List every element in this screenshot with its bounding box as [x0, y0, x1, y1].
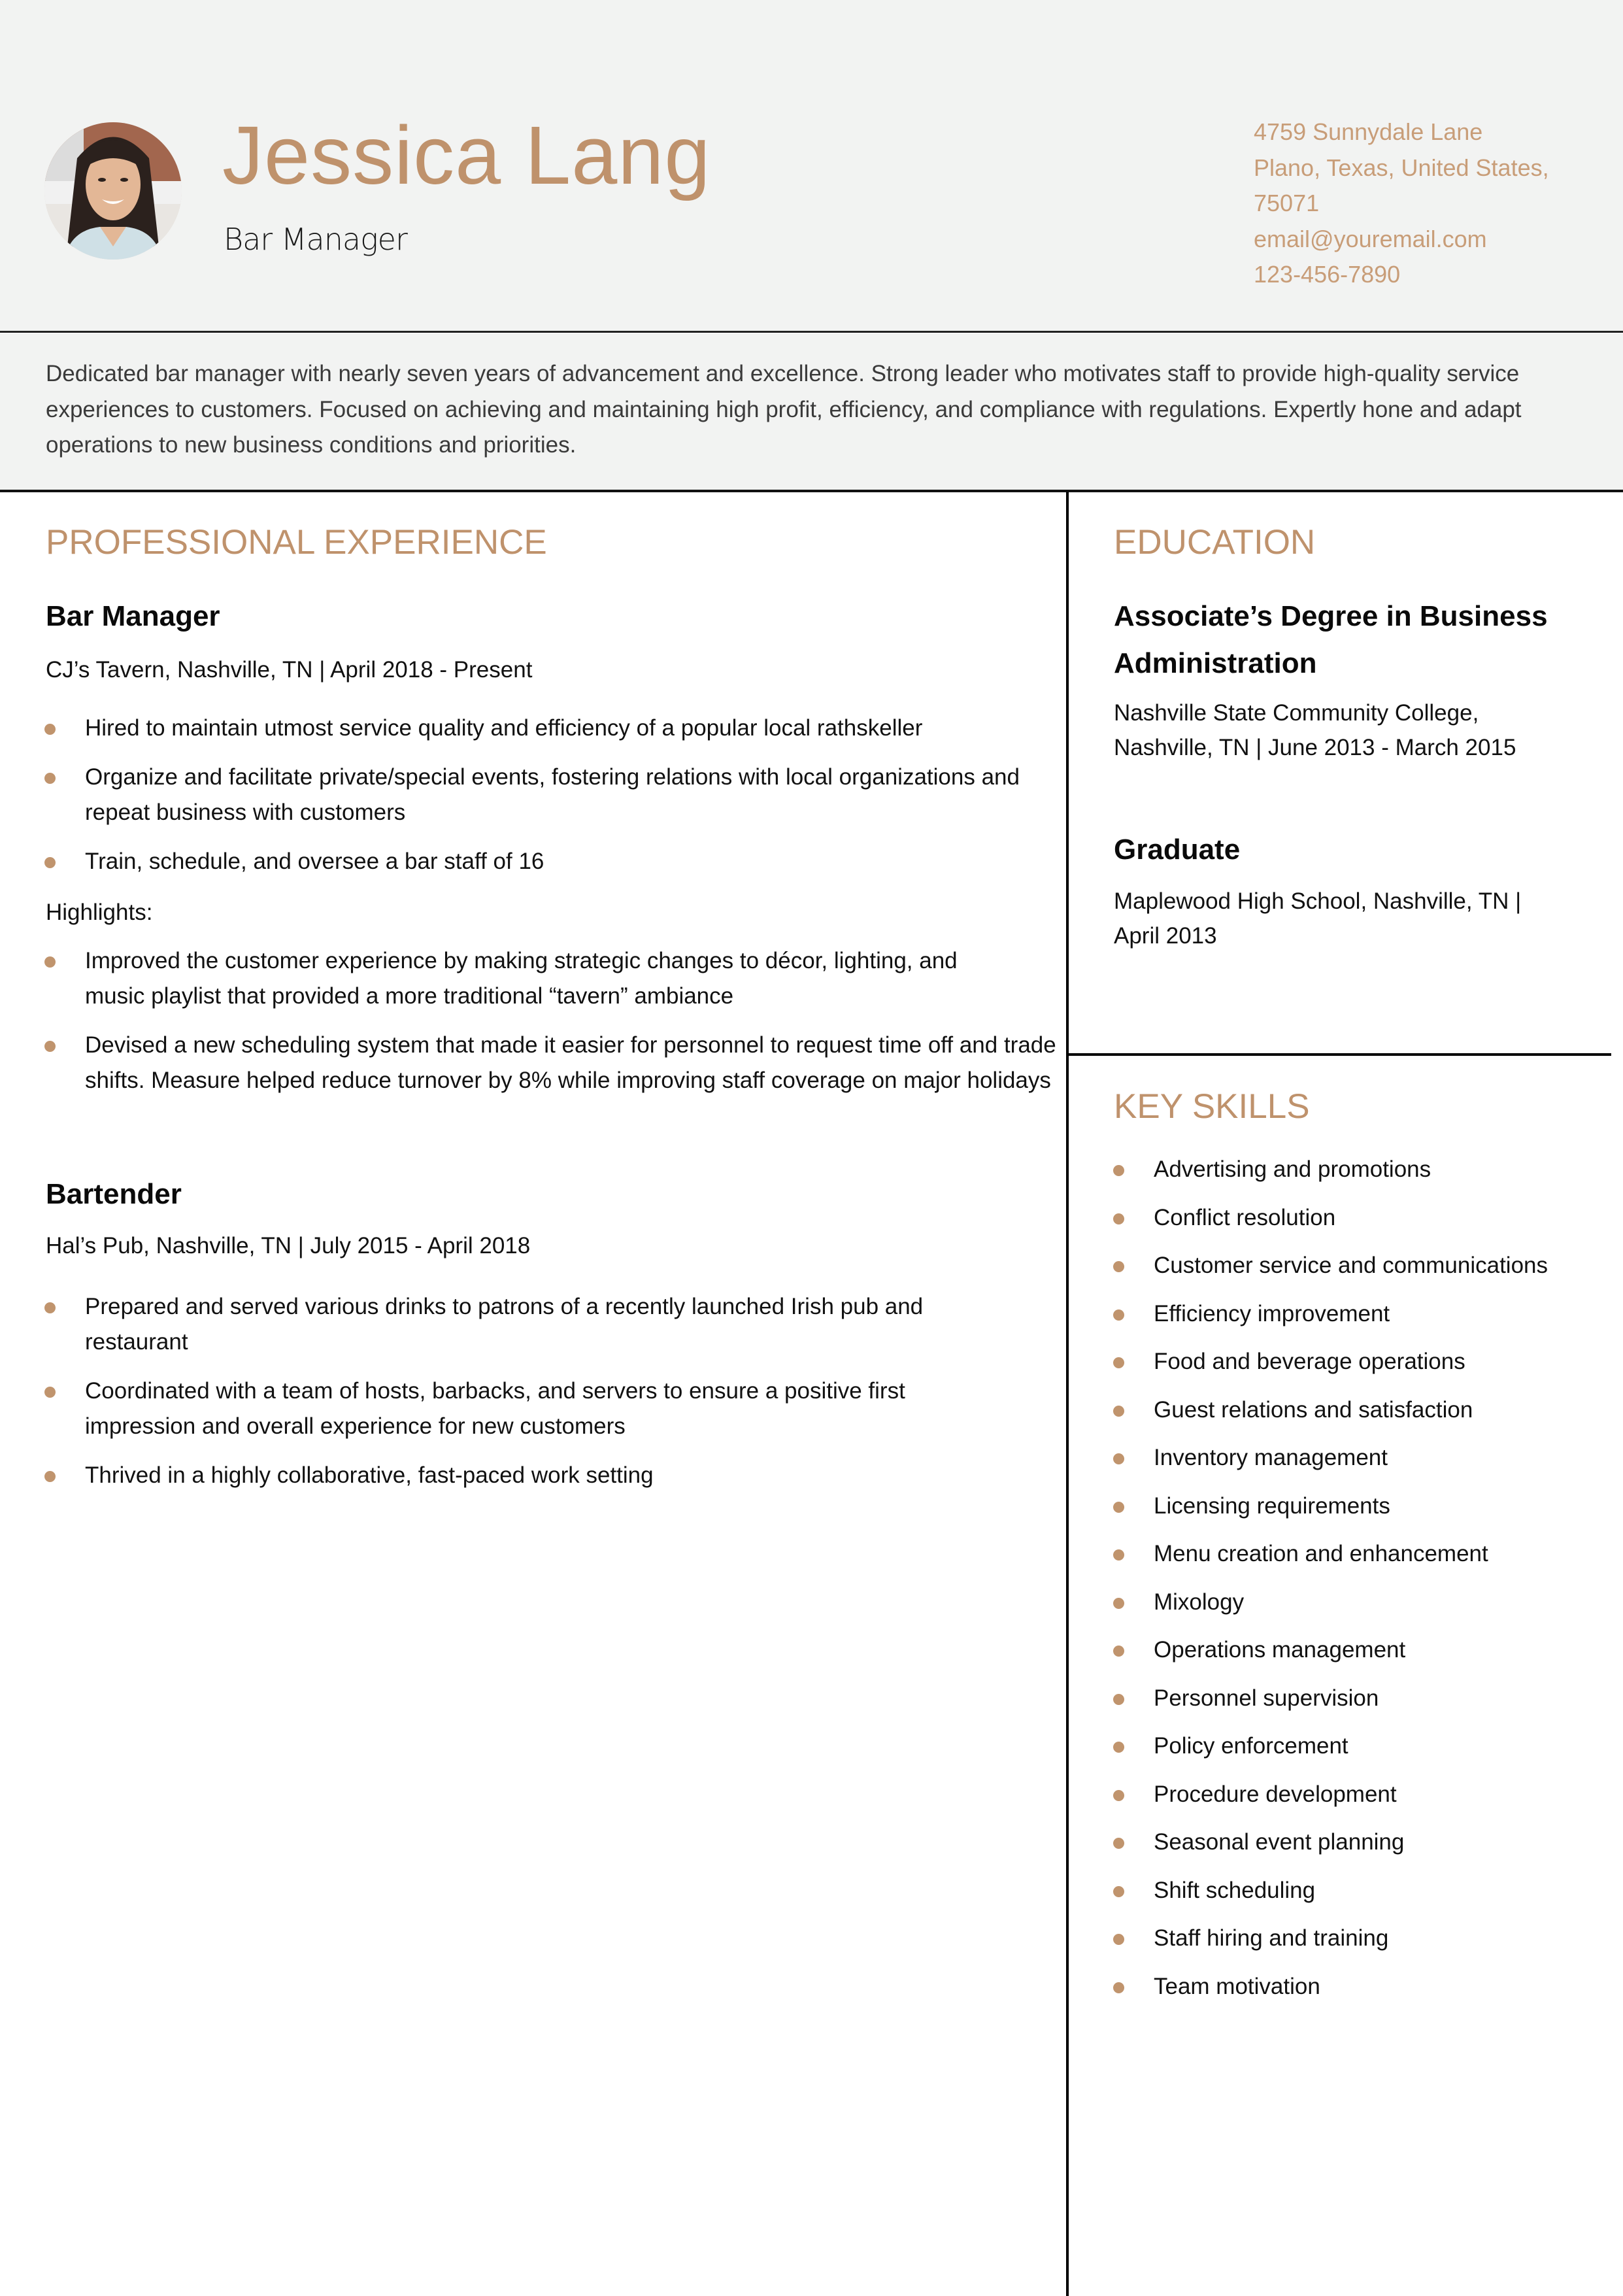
bullet-dot-icon	[1113, 1886, 1124, 1897]
degree-title: Associate’s Degree in Business Administration	[1114, 600, 1548, 679]
job-bullets	[44, 1289, 1025, 1493]
bullet-dot-icon	[1113, 1982, 1124, 1993]
profile-photo	[44, 122, 182, 260]
bullet-dot-icon	[1113, 1838, 1124, 1849]
contact-block	[1254, 114, 1594, 293]
skill-item: Policy enforcement	[1113, 1729, 1548, 1777]
bullet-dot-icon	[1113, 1598, 1124, 1609]
skill-item: Advertising and promotions	[1113, 1152, 1548, 1200]
highlights-label: Highlights:	[46, 900, 153, 925]
bullet-dot-icon	[44, 1387, 56, 1398]
job-meta: CJ’s Tavern, Nashville, TN | April 2018 - Present	[46, 657, 533, 683]
skill-item: Inventory management	[1113, 1440, 1548, 1489]
bullet-dot-icon	[44, 1041, 56, 1052]
column-divider	[1066, 492, 1069, 2296]
list-item: Prepared and served various drinks to patrons of a recently launched Irish pub and restaurant	[44, 1289, 987, 1360]
skill-item: Staff hiring and training	[1113, 1921, 1548, 1969]
address-line-1: 4759 Sunnydale Lane	[1254, 118, 1483, 145]
skill-item: Licensing requirements	[1113, 1489, 1548, 1537]
bullet-dot-icon	[44, 773, 56, 784]
email-link[interactable]: email@youremail.com	[1254, 225, 1487, 252]
list-item: Train, schedule, and oversee a bar staff of 16	[44, 844, 1025, 879]
bullet-dot-icon	[1113, 1406, 1124, 1417]
bullet-dot-icon	[1113, 1934, 1124, 1945]
job-bullets	[44, 711, 1025, 879]
skill-item: Team motivation	[1113, 1969, 1548, 2017]
bullet-dot-icon	[1113, 1453, 1124, 1464]
bullet-dot-icon	[1113, 1694, 1124, 1705]
job-meta: Hal’s Pub, Nashville, TN | July 2015 - April 2018	[46, 1233, 531, 1258]
list-item: Organize and facilitate private/special events, fostering relations with local organizations and repeat business with customers	[44, 760, 1026, 830]
skill-item: Efficiency improvement	[1113, 1296, 1548, 1345]
phone-number: 123-456-7890	[1254, 261, 1401, 288]
bullet-dot-icon	[1113, 1790, 1124, 1801]
bullet-dot-icon	[1113, 1261, 1124, 1272]
bullet-dot-icon	[1113, 1742, 1124, 1753]
candidate-title: Bar Manager	[224, 222, 407, 257]
summary-divider	[0, 490, 1623, 492]
skill-item: Operations management	[1113, 1632, 1548, 1681]
experience-heading: PROFESSIONAL EXPERIENCE	[46, 523, 547, 562]
address-line-3: 75071	[1254, 190, 1320, 216]
header-divider	[0, 331, 1623, 333]
job-title: Bartender	[46, 1178, 182, 1210]
list-item: Coordinated with a team of hosts, barbacks, and servers to ensure a positive first impression and overall experience for new customers	[44, 1374, 974, 1444]
bullet-dot-icon	[1113, 1502, 1124, 1513]
education-heading: EDUCATION	[1114, 523, 1316, 562]
skill-item: Conflict resolution	[1113, 1200, 1548, 1249]
skill-item: Procedure development	[1113, 1777, 1548, 1825]
bullet-dot-icon	[1113, 1646, 1124, 1657]
skill-item: Menu creation and enhancement	[1113, 1536, 1548, 1585]
education-skills-divider	[1067, 1053, 1611, 1056]
bullet-dot-icon	[1113, 1357, 1124, 1368]
skill-item: Shift scheduling	[1113, 1873, 1548, 1921]
list-item: Devised a new scheduling system that made it easier for personnel to request time off and trade shifts. Measure helped reduce turnover by 8% while improving staff coverage on major holidays	[44, 1028, 1065, 1098]
skill-item: Guest relations and satisfaction	[1113, 1393, 1548, 1441]
bullet-dot-icon	[44, 857, 56, 868]
degree-title: Graduate	[1114, 834, 1241, 866]
list-item: Improved the customer experience by making strategic changes to décor, lighting, and music playlist that provided a more traditional “tavern” ambiance	[44, 943, 1013, 1014]
list-item: Thrived in a highly collaborative, fast-paced work setting	[44, 1458, 1025, 1493]
skill-item: Seasonal event planning	[1113, 1825, 1548, 1873]
skill-item: Customer service and communications	[1113, 1248, 1548, 1296]
profile-photo-icon	[44, 122, 182, 260]
skills-list	[1113, 1152, 1548, 2017]
address-line-2: Plano, Texas, United States,	[1254, 154, 1549, 181]
skill-item: Mixology	[1113, 1585, 1548, 1633]
bullet-dot-icon	[1113, 1165, 1124, 1176]
job-title: Bar Manager	[46, 600, 220, 632]
bullet-dot-icon	[44, 1302, 56, 1313]
skill-item: Food and beverage operations	[1113, 1344, 1548, 1393]
bullet-dot-icon	[44, 1471, 56, 1482]
highlights-bullets	[44, 943, 1056, 1098]
list-item: Hired to maintain utmost service quality and efficiency of a popular local rathskeller	[44, 711, 1025, 746]
bullet-dot-icon	[1113, 1213, 1124, 1224]
bullet-dot-icon	[44, 724, 56, 735]
candidate-name: Jessica Lang	[222, 109, 711, 201]
skill-item: Personnel supervision	[1113, 1681, 1548, 1729]
bullet-dot-icon	[44, 956, 56, 968]
skills-heading: KEY SKILLS	[1114, 1087, 1310, 1126]
summary-text: Dedicated bar manager with nearly seven years of advancement and excellence. Strong leader who motivates staff to provide high-quality service experiences to customers. Focused on achieving and maintaining high profit, efficiency, and compliance with regulations. Expertly hone and adapt operations to new business conditions and priorities.	[46, 361, 1522, 458]
bullet-dot-icon	[1113, 1549, 1124, 1561]
school-meta: Nashville State Community College, Nashville, TN | June 2013 - March 2015	[1114, 700, 1516, 760]
school-meta: Maplewood High School, Nashville, TN | April 2013	[1114, 888, 1522, 949]
bullet-dot-icon	[1113, 1309, 1124, 1321]
